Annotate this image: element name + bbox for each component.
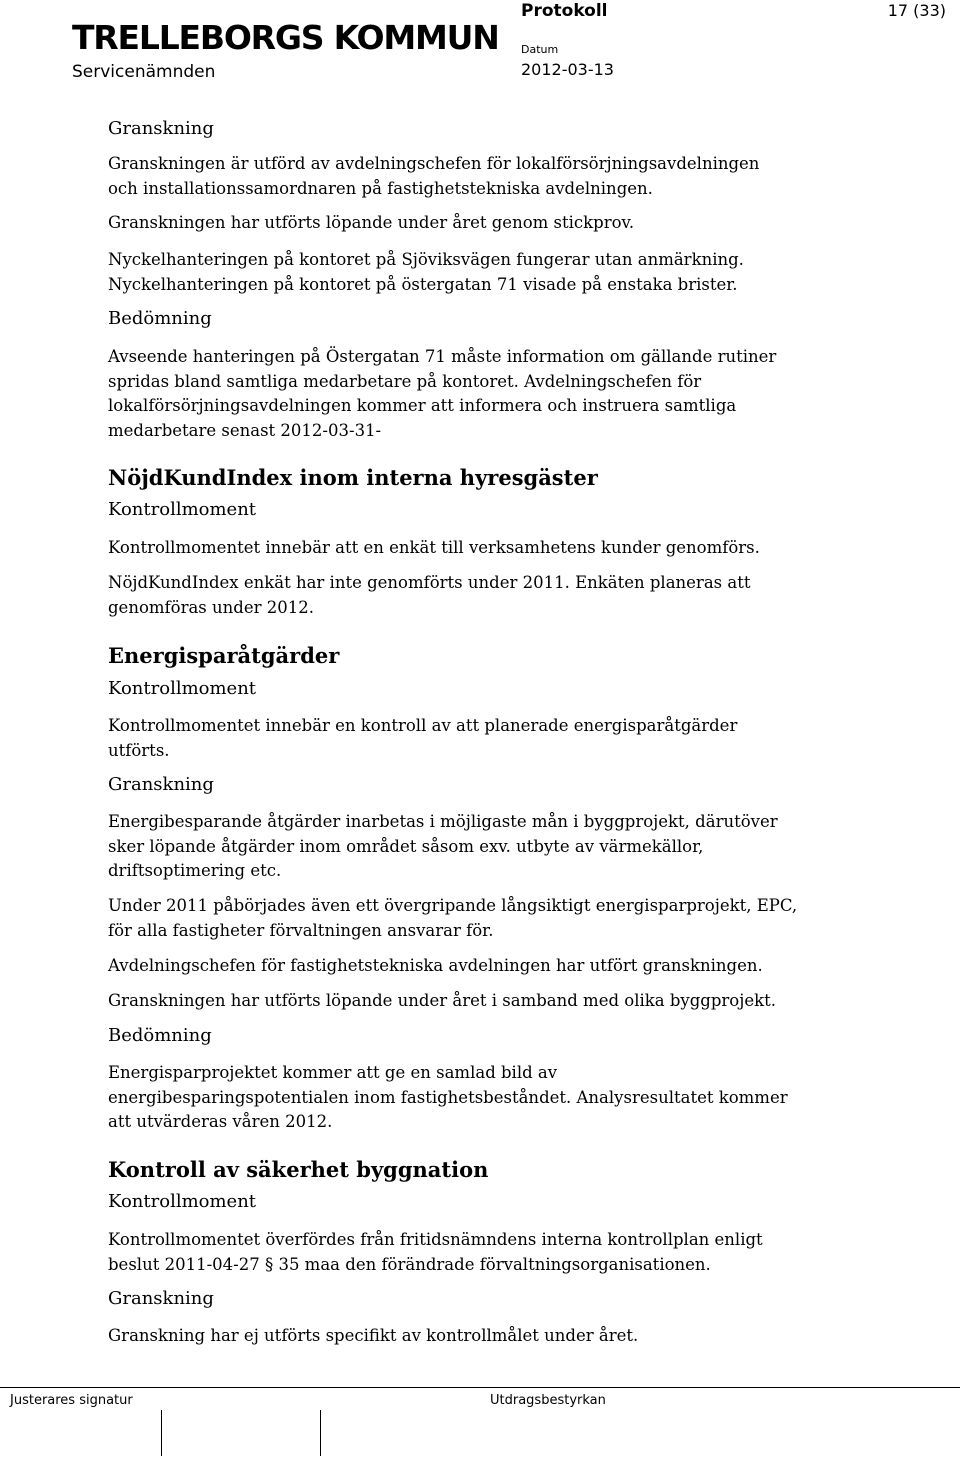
paragraph: Granskningen har utförts löpande under året genom stickprov. [108, 213, 635, 232]
signature-box-divider [161, 1410, 162, 1456]
subheading-granskning: Granskning [108, 118, 214, 139]
organization-name: TRELLEBORGS KOMMUN [72, 18, 499, 57]
paragraph: Kontrollmomentet innebär att en enkät till verksamhetens kunder genomförs. [108, 538, 760, 557]
section-heading: Energisparåtgärder [108, 643, 340, 668]
subheading-kontrollmoment: Kontrollmoment [108, 678, 257, 699]
subheading-kontrollmoment: Kontrollmoment [108, 499, 257, 520]
paragraph: Avseende hanteringen på Östergatan 71 måste information om gällande rutiner spridas bland samtliga medarbetare på kontoret. Avdelningschefen för lokalförsörjningsavdelningen kommer att informera och instruera samtliga medarbetare senast 2012-03-31- [108, 347, 777, 440]
document-type: Protokoll [521, 1, 608, 21]
paragraph: Granskningen är utförd av avdelningschefen för lokalförsörjningsavdelningen och installationssamordnaren på fastighetstekniska avdelningen. [108, 154, 760, 198]
subheading-bedomning: Bedömning [108, 1025, 212, 1046]
paragraph: Energisparprojektet kommer att ge en samlad bild av energibesparingspotentialen inom fastighetsbeståndet. Analysresultatet kommer att utvärderas våren 2012. [108, 1063, 788, 1131]
section-heading: NöjdKundIndex inom interna hyresgäster [108, 465, 598, 490]
section-heading: Kontroll av säkerhet byggnation [108, 1157, 489, 1182]
subheading-bedomning: Bedömning [108, 308, 212, 329]
document-date: 2012-03-13 [521, 60, 614, 79]
department-name: Servicenämnden [72, 62, 216, 82]
paragraph: Granskning har ej utförts specifikt av kontrollmålet under året. [108, 1326, 639, 1345]
signature-box-divider [320, 1410, 321, 1456]
subheading-granskning: Granskning [108, 1288, 214, 1309]
footer-divider [0, 1387, 960, 1388]
paragraph: Granskningen har utförts löpande under året i samband med olika byggprojekt. [108, 991, 776, 1010]
page-number: 17 (33) [887, 1, 946, 20]
subheading-granskning: Granskning [108, 774, 214, 795]
date-label: Datum [521, 43, 559, 56]
paragraph: Nyckelhanteringen på kontoret på Sjöviksvägen fungerar utan anmärkning. Nyckelhanteringen på kontoret på östergatan 71 visade på enstaka brister. [108, 250, 744, 294]
signature-label: Justerares signatur [10, 1393, 133, 1408]
paragraph: Energibesparande åtgärder inarbetas i möjligaste mån i byggprojekt, därutöver sker löpande åtgärder inom området såsom exv. utbyte av värmekällor, driftsoptimering etc. [108, 812, 778, 880]
paragraph: NöjdKundIndex enkät har inte genomförts under 2011. Enkäten planeras att genomföras under 2012. [108, 573, 751, 617]
certified-label: Utdragsbestyrkan [490, 1393, 606, 1408]
paragraph: Kontrollmomentet innebär en kontroll av att planerade energisparåtgärder utförts. [108, 716, 738, 760]
paragraph: Avdelningschefen för fastighetstekniska avdelningen har utfört granskningen. [108, 956, 763, 975]
paragraph: Kontrollmomentet överfördes från fritidsnämndens interna kontrollplan enligt beslut 2011-04-27 § 35 maa den förändrade förvaltningsorganisationen. [108, 1230, 763, 1274]
subheading-kontrollmoment: Kontrollmoment [108, 1191, 257, 1212]
paragraph: Under 2011 påbörjades även ett övergripande långsiktigt energisparprojekt, EPC, för alla fastigheter förvaltningen ansvarar för. [108, 896, 798, 940]
